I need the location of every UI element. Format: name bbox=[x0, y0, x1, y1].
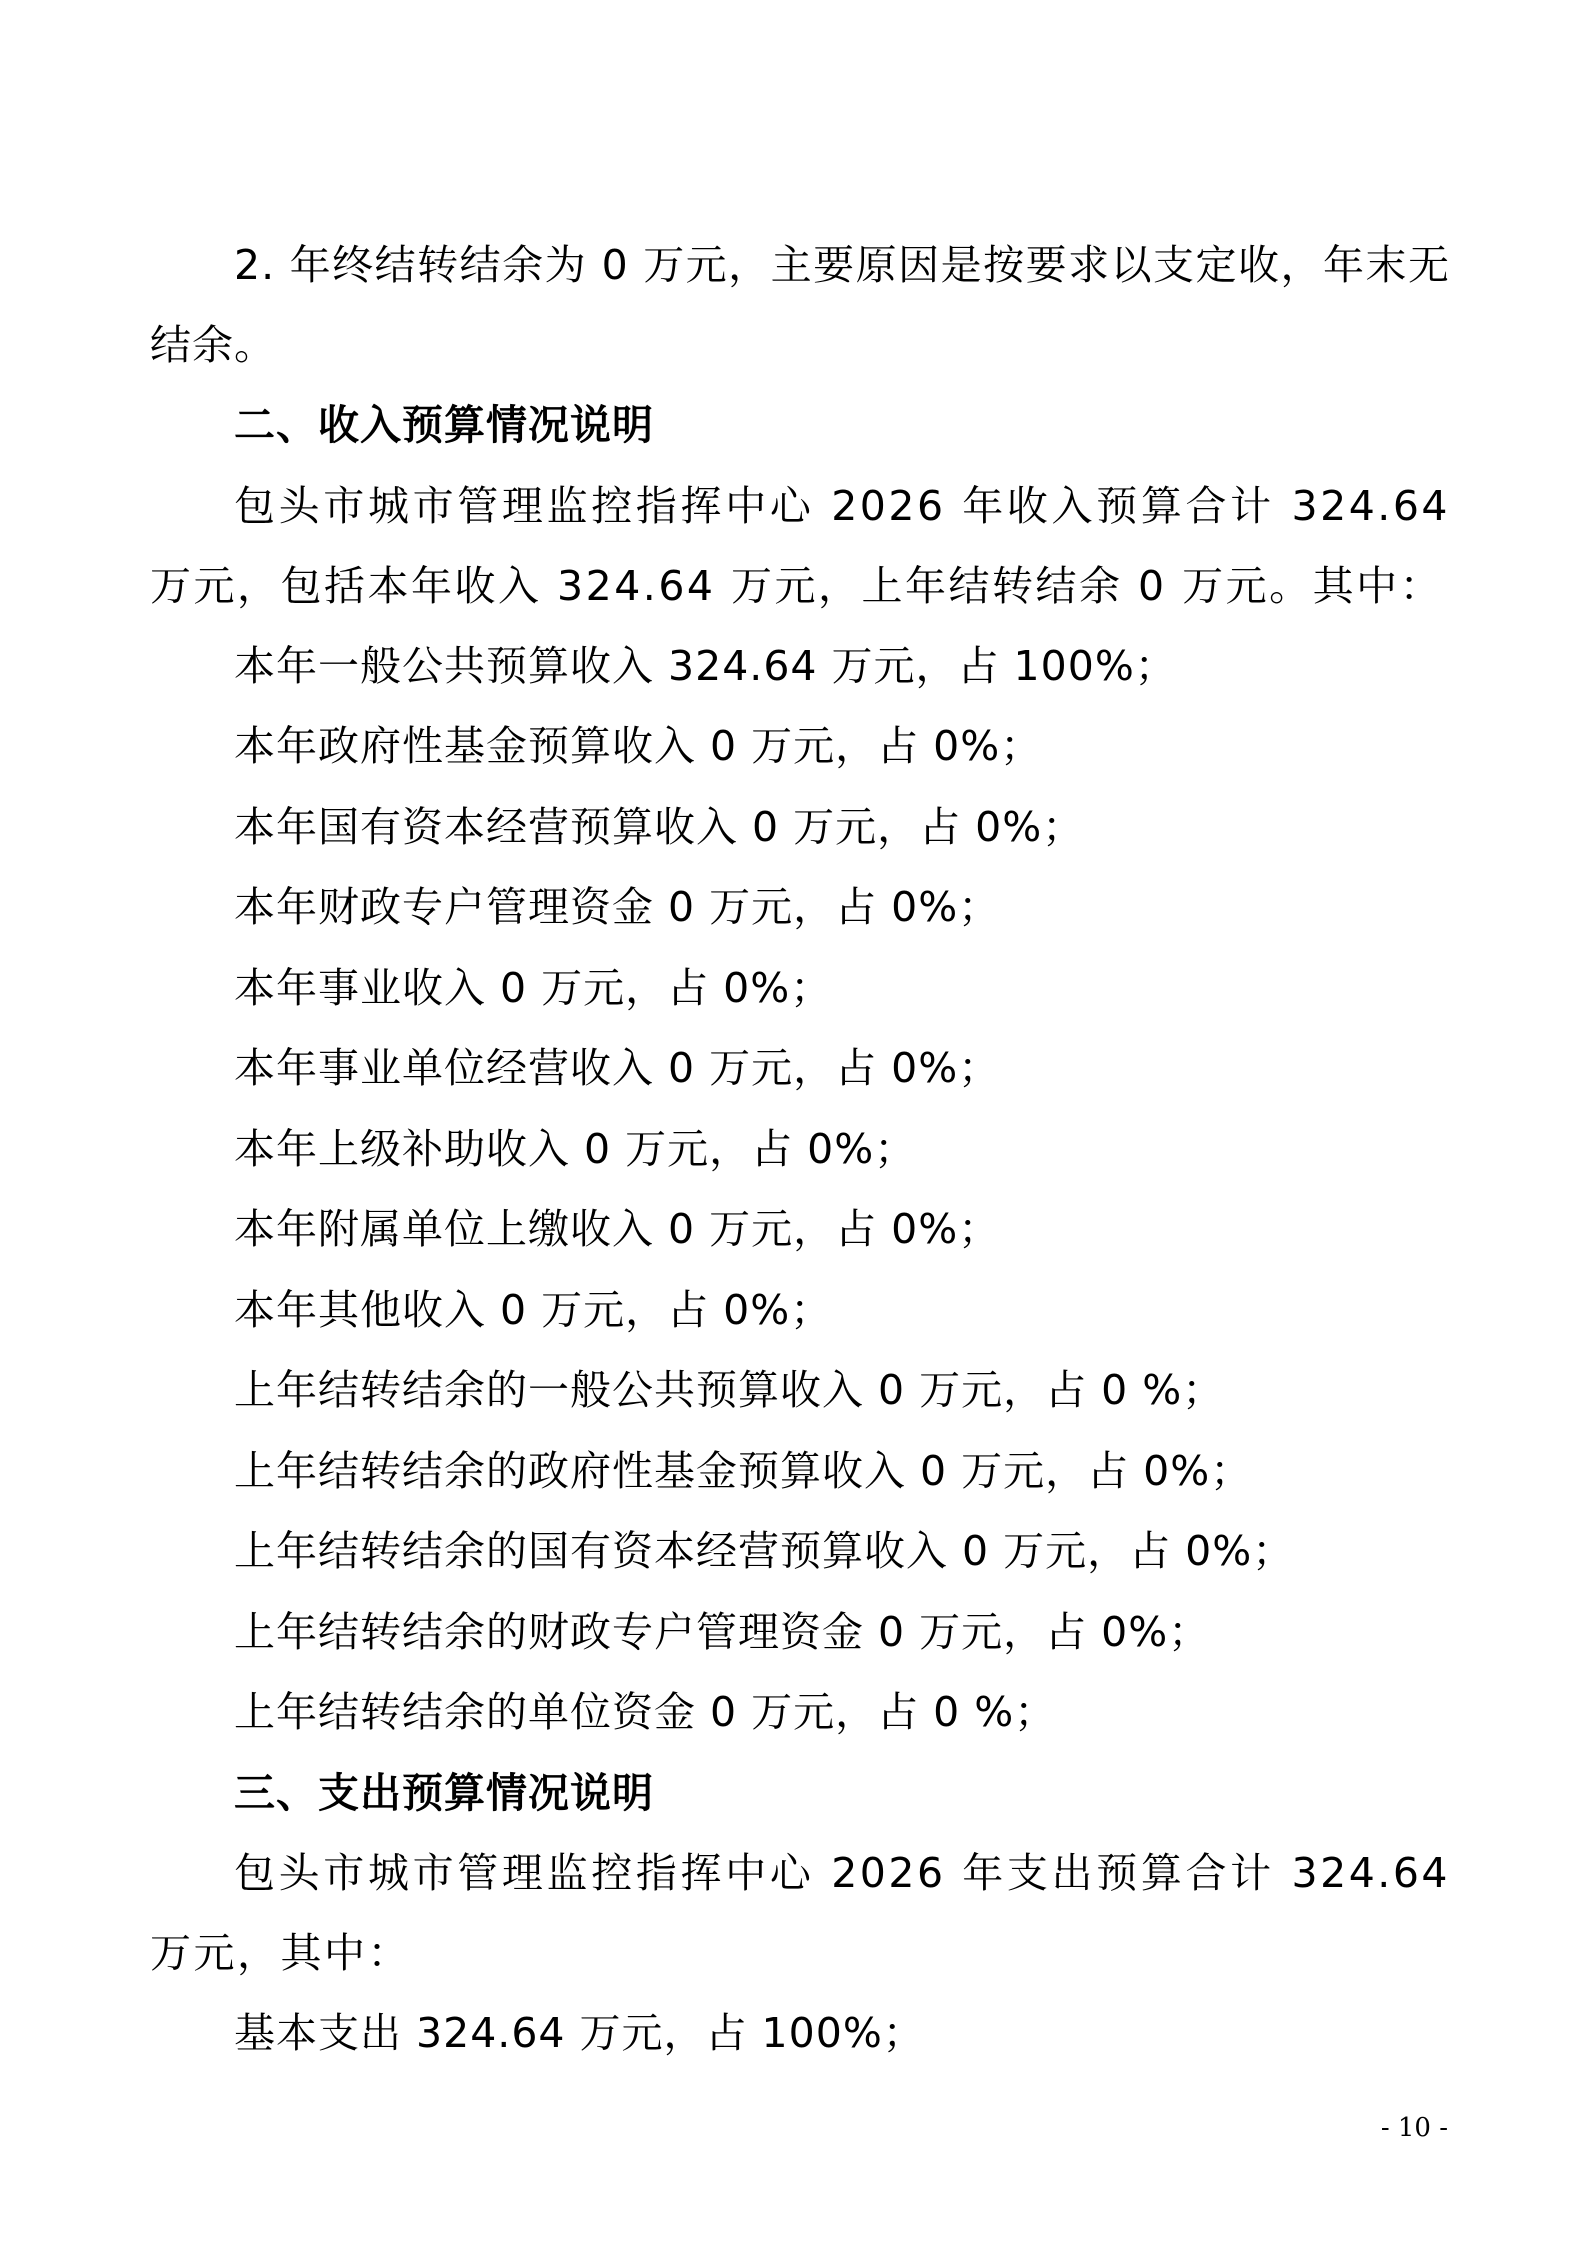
paragraph-carryover: 2. 年终结转结余为 0 万元，主要原因是按要求以支定收，年末无结余。 bbox=[150, 241, 1450, 369]
income-item: 本年事业收入 0 万元，占 0%； bbox=[234, 963, 833, 1012]
income-item: 上年结转结余的单位资金 0 万元，占 0 %； bbox=[234, 1688, 1057, 1736]
income-item: 本年财政专户管理资金 0 万元，占 0%； bbox=[234, 883, 1001, 931]
document-page bbox=[150, 225, 1450, 2074]
income-item: 本年其他收入 0 万元，占 0%； bbox=[234, 1285, 833, 1334]
income-item: 上年结转结余的一般公共预算收入 0 万元，占 0 %； bbox=[234, 1366, 1225, 1414]
income-item: 本年政府性基金预算收入 0 万元，占 0%； bbox=[234, 722, 1043, 770]
expense-item: 基本支出 324.64 万元，占 100%； bbox=[234, 2009, 925, 2057]
income-item: 本年一般公共预算收入 324.64 万元，占 100%； bbox=[234, 641, 1177, 690]
income-item: 本年国有资本经营预算收入 0 万元，占 0%； bbox=[234, 802, 1085, 851]
paragraph-expense-intro: 包头市城市管理监控指挥中心 2026 年支出预算合计 324.64 万元，其中： bbox=[150, 1849, 1450, 1977]
income-item: 上年结转结余的政府性基金预算收入 0 万元，占 0%； bbox=[234, 1446, 1253, 1495]
heading-income: 二、收入预算情况说明 bbox=[234, 401, 654, 449]
heading-expense: 三、支出预算情况说明 bbox=[234, 1768, 654, 1817]
page-number: - 10 - bbox=[1380, 2113, 1448, 2143]
income-item: 本年附属单位上缴收入 0 万元，占 0%； bbox=[234, 1205, 1001, 1253]
income-item: 本年上级补助收入 0 万元，占 0%； bbox=[234, 1124, 917, 1173]
paragraph-income-intro: 包头市城市管理监控指挥中心 2026 年收入预算合计 324.64 万元，包括本年收入 324.64 万元，上年结转结余 0 万元。其中： bbox=[150, 481, 1450, 610]
income-item: 本年事业单位经营收入 0 万元，占 0%； bbox=[234, 1044, 1001, 1092]
income-item: 上年结转结余的国有资本经营预算收入 0 万元，占 0%； bbox=[234, 1527, 1295, 1575]
income-item: 上年结转结余的财政专户管理资金 0 万元，占 0%； bbox=[234, 1607, 1211, 1656]
